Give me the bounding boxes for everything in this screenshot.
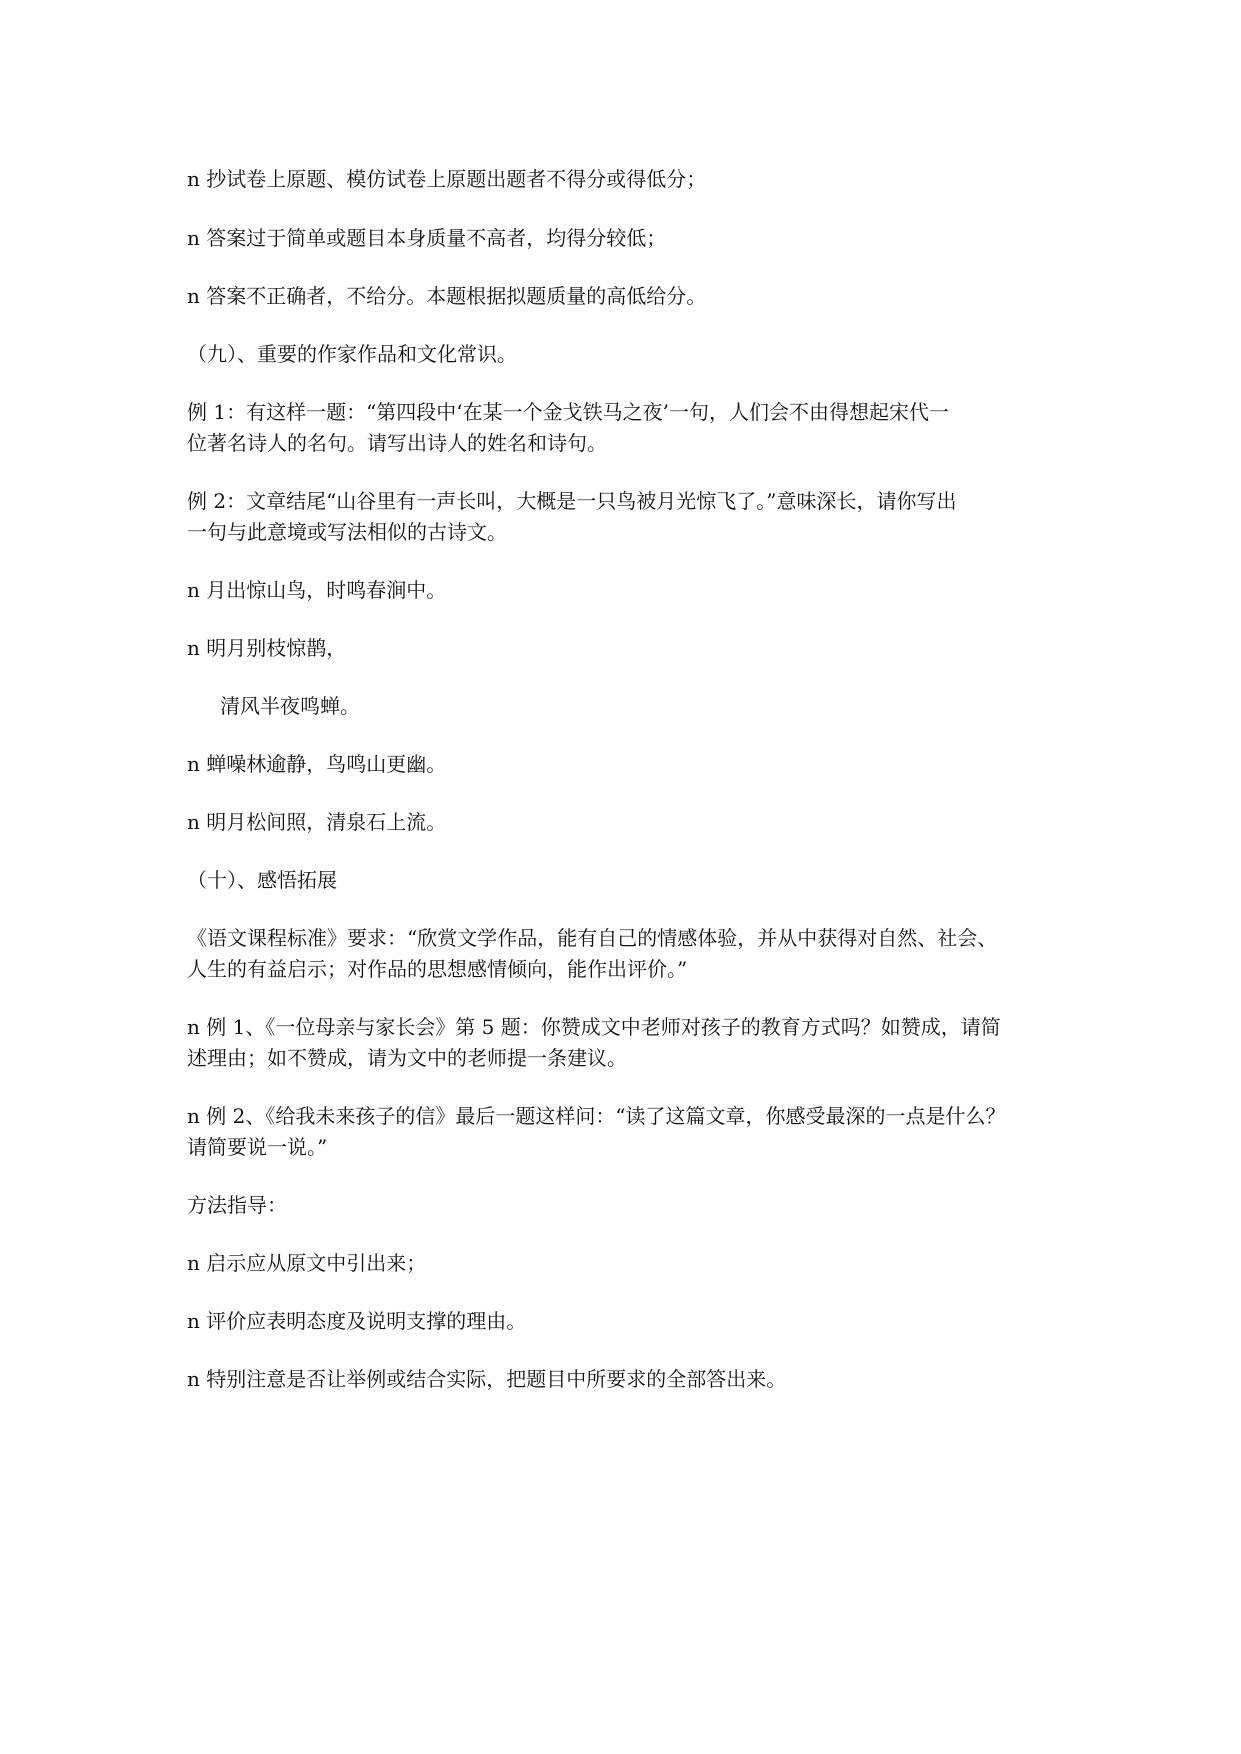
paragraph-line: n 例 2、《给我未来孩子的信》最后一题这样问：“读了这篇文章，你感受最深的一点是什么？	[187, 1104, 1006, 1128]
paragraph-line: 方法指导：	[187, 1193, 287, 1217]
bullet-line: n 答案过于简单或题目本身质量不高者，均得分较低；	[187, 226, 667, 250]
paragraph-line: 述理由；如不赞成，请为文中的老师提一条建议。	[187, 1046, 627, 1070]
bullet-line: n 抄试卷上原题、模仿试卷上原题出题者不得分或得低分；	[187, 167, 707, 191]
paragraph-line: 《语文课程标准》要求：“欣赏文学作品，能有自己的情感体验，并从中获得对自然、社会、	[187, 926, 998, 950]
bullet-line: n 月出惊山鸟，时鸣春涧中。	[187, 578, 447, 602]
bullet-line: n 启示应从原文中引出来；	[187, 1251, 427, 1275]
paragraph-line: 一句与此意境或写法相似的古诗文。	[187, 520, 507, 544]
paragraph-line: 位著名诗人的名句。请写出诗人的姓名和诗句。	[187, 431, 607, 455]
bullet-line: n 答案不正确者，不给分。本题根据拟题质量的高低给分。	[187, 284, 707, 308]
paragraph-line: 人生的有益启示；对作品的思想感情倾向，能作出评价。”	[187, 957, 688, 981]
section-heading: （十）、感悟拓展	[187, 868, 337, 892]
bullet-line: n 评价应表明态度及说明支撑的理由。	[187, 1309, 527, 1333]
paragraph-line: 例 1：有这样一题：“第四段中‘在某一个金戈铁马之夜’一句，人们会不由得想起宋代一	[187, 400, 950, 424]
bullet-line: n 明月别枝惊鹊，	[187, 636, 347, 660]
bullet-line: n 蝉噪林逾静，鸟鸣山更幽。	[187, 752, 447, 776]
bullet-line: n 特别注意是否让举例或结合实际，把题目中所要求的全部答出来。	[187, 1367, 787, 1391]
section-heading: （九）、重要的作家作品和文化常识。	[187, 342, 517, 366]
paragraph-line: 请简要说一说。”	[187, 1135, 328, 1159]
indented-line: 清风半夜鸣蝉。	[220, 694, 360, 718]
paragraph-line: n 例 1、《一位母亲与家长会》第 5 题：你赞成文中老师对孩子的教育方式吗？如赞成，请简	[187, 1015, 1001, 1039]
paragraph-line: 例 2：文章结尾“山谷里有一声长叫，大概是一只鸟被月光惊飞了。”意味深长，请你写出	[187, 489, 957, 513]
bullet-line: n 明月松间照，清泉石上流。	[187, 810, 447, 834]
